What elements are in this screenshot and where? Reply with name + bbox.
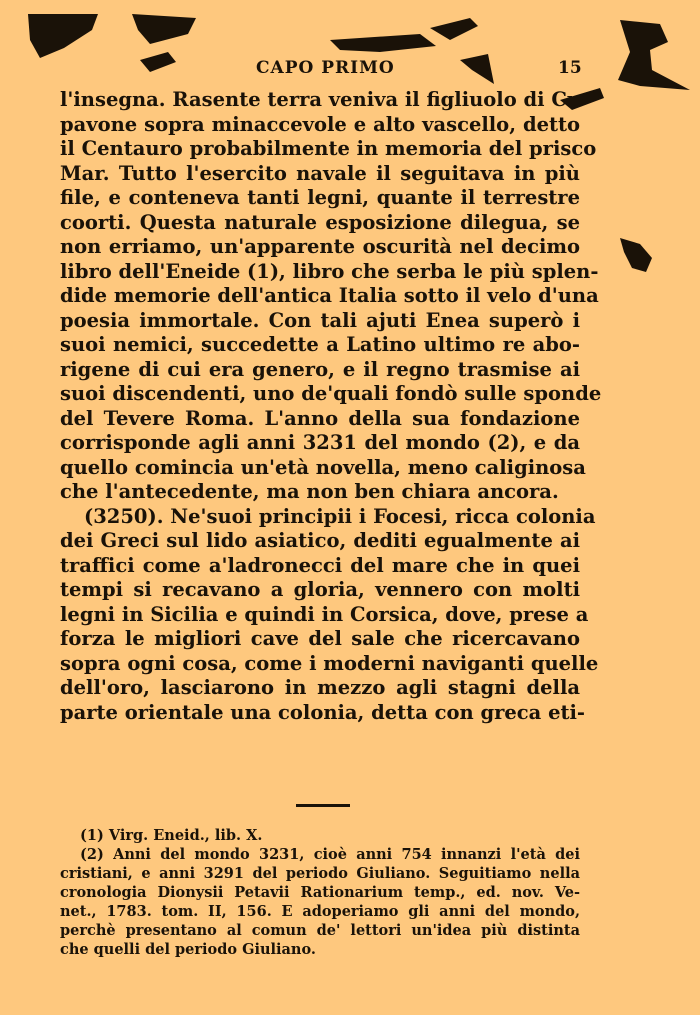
text-line: il Centauro probabilmente in memoria del prisco <box>60 137 597 160</box>
text-line: suoi nemici, succedette a Latino ultimo re abo- <box>60 333 580 356</box>
footnote-1: (1) Virg. Eneid., lib. X. <box>80 827 263 844</box>
text-line: libro dell'Eneide (1), libro che serba le più splen- <box>60 259 599 283</box>
text-line: rigene di cui era genero, e il regno trasmise ai <box>60 357 580 381</box>
footnote-2-line: cronologia Dionysii Petavii Rationarium temp., ed. nov. Ve- <box>60 884 580 901</box>
text-line: (3250). Ne'suoi principii i Focesi, ricca colonia <box>84 504 596 528</box>
text-line: traffici come a'ladronecci del mare che in quei <box>60 553 580 577</box>
body-text <box>60 88 602 725</box>
text-line: dell'oro, lasciarono in mezzo agli stagni della <box>60 676 580 699</box>
text-line: Mar. Tutto l'esercito navale il seguitava in più <box>60 161 580 185</box>
text-line: che l'antecedente, ma non ben chiara ancora. <box>60 480 559 503</box>
text-line: parte orientale una colonia, detta con greca eti- <box>60 700 585 724</box>
text-line: legni in Sicilia e quindi in Corsica, dove, prese a <box>60 602 589 626</box>
footnote-2-line: cristiani, e anni 3291 del periodo Giuliano. Seguitiamo nella <box>60 865 580 882</box>
footnote-2-line: (2) Anni del mondo 3231, cioè anni 754 innanzi l'età dei <box>80 846 580 863</box>
text-line: corrisponde agli anni 3231 del mondo (2), e da <box>60 431 580 454</box>
text-line: dei Greci sul lido asiatico, dediti egualmente ai <box>60 529 580 552</box>
text-line: coorti. Questa naturale esposizione dilegua, se <box>60 210 580 234</box>
footnotes <box>60 826 580 959</box>
text-line: poesia immortale. Con tali ajuti Enea superò i <box>60 308 580 332</box>
text-line: sopra ogni cosa, come i moderni naviganti quelle <box>60 651 599 675</box>
footnote-2-line: che quelli del periodo Giuliano. <box>60 941 316 958</box>
running-head: CAPO PRIMO <box>256 58 395 78</box>
footnote-divider <box>296 804 350 807</box>
page-number: 15 <box>558 58 582 78</box>
text-line: quello comincia un'età novella, meno caliginosa <box>60 455 586 479</box>
text-line: file, e conteneva tanti legni, quante il terrestre <box>60 186 580 209</box>
footnote-2-line: net., 1783. tom. II, 156. E adoperiamo gli anni del mondo, <box>60 903 580 920</box>
text-line: suoi discendenti, uno de'quali fondò sulle sponde <box>60 382 602 405</box>
text-line: del Tevere Roma. L'anno della sua fondazione <box>60 406 580 430</box>
ink-smudge-right-margin <box>608 228 668 288</box>
text-line: forza le migliori cave del sale che ricercavano <box>60 627 580 650</box>
text-line: non erriamo, un'apparente oscurità nel decimo <box>60 235 580 258</box>
text-line: tempi si recavano a gloria, vennero con molti <box>60 578 580 601</box>
text-line: pavone sopra minaccevole e alto vascello, detto <box>60 112 580 136</box>
footnote-2-line: perchè presentano al comun de' lettori un'idea più distinta <box>60 922 580 939</box>
text-line: dide memorie dell'antica Italia sotto il velo d'una <box>60 284 599 307</box>
page-header <box>0 58 700 84</box>
text-line: l'insegna. Rasente terra veniva il figliuolo di Cu- <box>60 88 590 111</box>
